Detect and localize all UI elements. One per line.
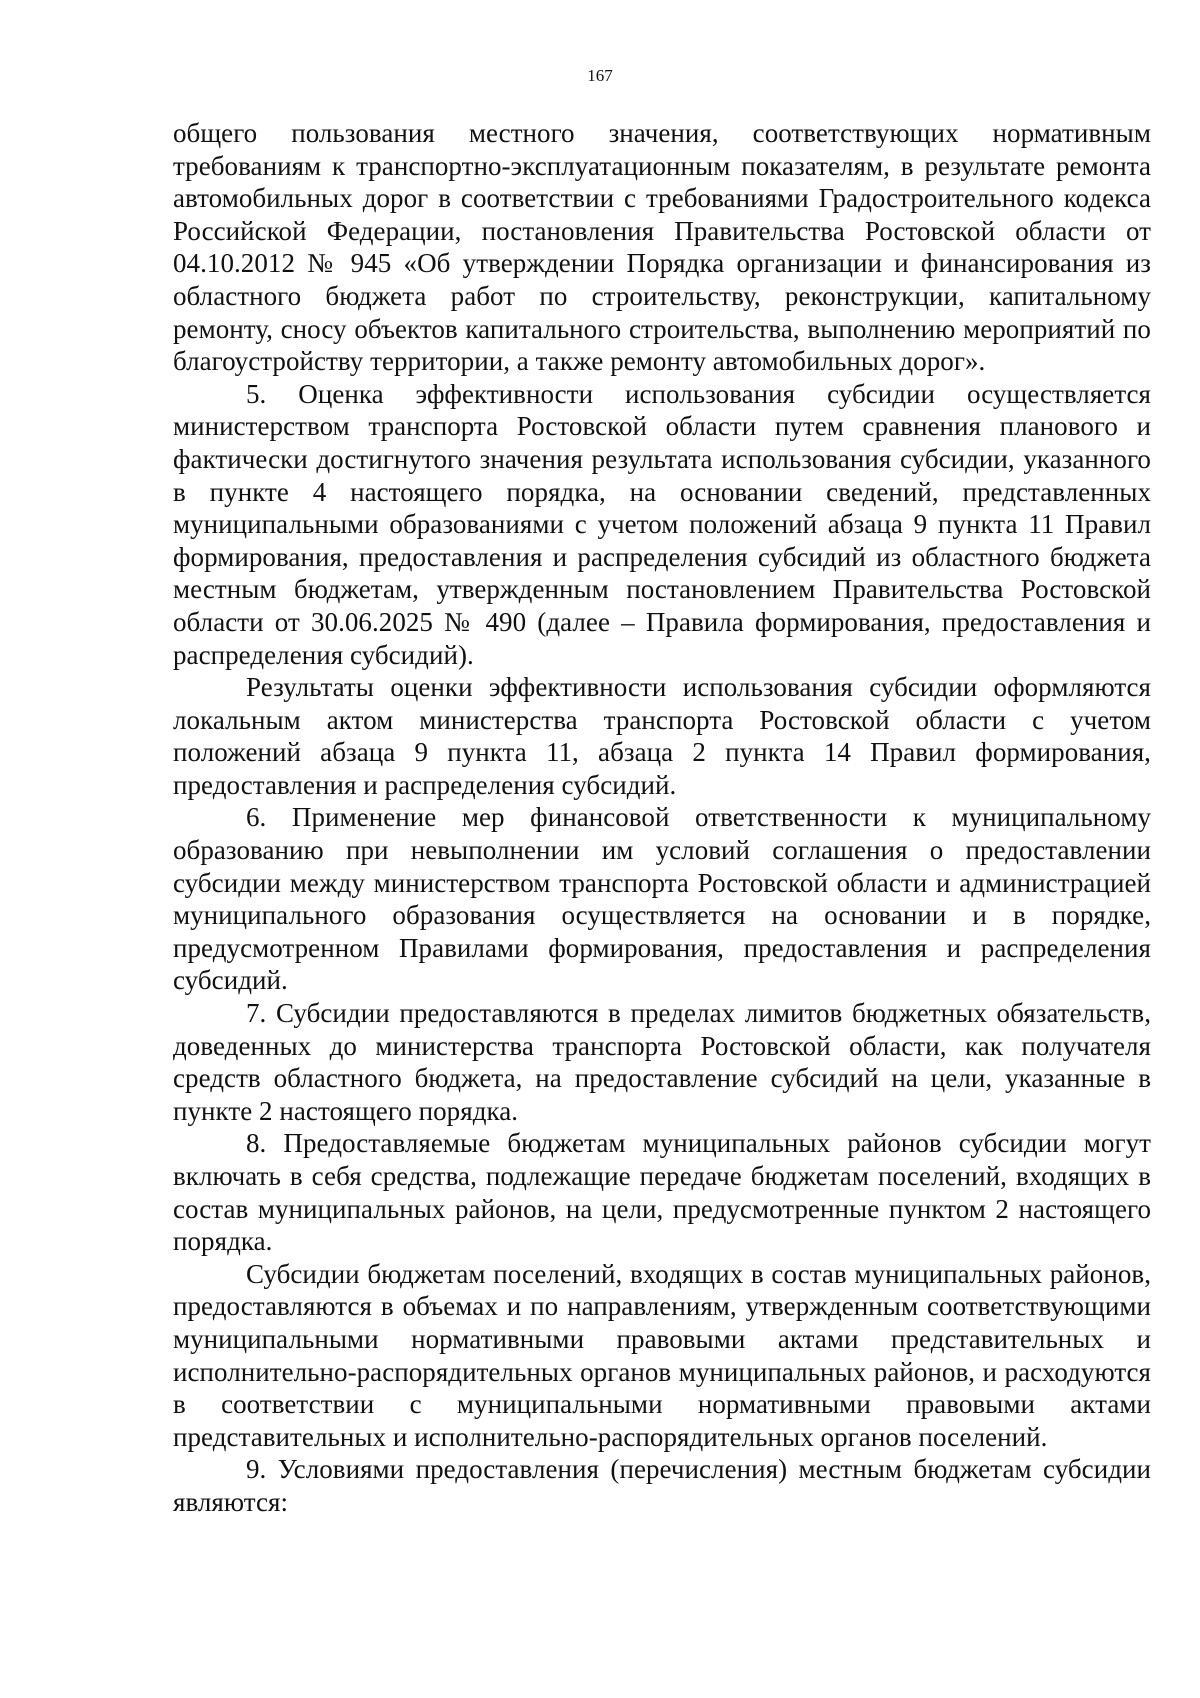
- paragraph-continuation: общего пользования местного значения, соответствующих нормативным требованиям к транспортно-эксплуатационным показателям, в результате ремонта автомобильных дорог в соответствии с требованиями Градостроительного кодекса Российской Федерации, постановления Правительства Ростовской области от 04.10.2012 № 945 «Об утверждении Порядка организации и финансирования из областного бюджета работ по строительству, реконструкции, капитальному ремонту, сносу объектов капитального строительства, выполнению мероприятий по благоустройству территории, а также ремонту автомобильных дорог».: [173, 118, 1151, 377]
- paragraph-item-7: 7. Субсидии предоставляются в пределах лимитов бюджетных обязательств, доведенных до министерства транспорта Ростовской области, как получателя средств областного бюджета, на предоставление субсидий на цели, указанные в пункте 2 настоящего порядка.: [173, 998, 1151, 1126]
- paragraph-item-8: 8. Предоставляемые бюджетам муниципальных районов субсидии могут включать в себя средства, подлежащие передаче бюджетам поселений, входящих в состав муниципальных районов, на цели, предусмотренные пунктом 2 настоящего порядка.: [173, 1128, 1151, 1257]
- paragraph-item-6: 6. Применение мер финансовой ответственности к муниципальному образованию при невыполнении им условий соглашения о предоставлении субсидии между министерством транспорта Ростовской области и администрацией муниципального образования осуществляется на основании и в порядке, предусмотренном Правилами формирования, предоставления и распределения субсидий.: [173, 802, 1151, 996]
- paragraph-item-9: 9. Условиями предоставления (перечисления) местным бюджетам субсидии являются:: [173, 1454, 1151, 1517]
- paragraph-settlement-subsidies: Субсидии бюджетам поселений, входящих в состав муниципальных районов, предоставляются в объемах и по направлениям, утвержденным соответствующими муниципальными нормативными правовыми актами представительных и исполнительно-распорядительных органов муниципальных районов, и расходуются в соответствии с муниципальными нормативными правовыми актами представительных и исполнительно-распорядительных органов поселений.: [173, 1258, 1151, 1452]
- page-number: 167: [587, 66, 613, 85]
- document-body: [173, 117, 1151, 1519]
- paragraph-item-5: 5. Оценка эффективности использования субсидии осуществляется министерством транспорта Ростовской области путем сравнения планового и фактически достигнутого значения результата использования субсидии, указанного в пункте 4 настоящего порядка, на основании сведений, представленных муниципальными образованиями с учетом положений абзаца 9 пункта 11 Правил формирования, предоставления и распределения субсидий из областного бюджета местным бюджетам, утвержденным постановлением Правительства Ростовской области от 30.06.2025 № 490 (далее – Правила формирования, предоставления и распределения субсидий).: [173, 378, 1151, 670]
- paragraph-evaluation-results: Результаты оценки эффективности использования субсидии оформляются локальным актом министерства транспорта Ростовской области с учетом положений абзаца 9 пункта 11, абзаца 2 пункта 14 Правил формирования, предоставления и распределения субсидий.: [173, 672, 1151, 800]
